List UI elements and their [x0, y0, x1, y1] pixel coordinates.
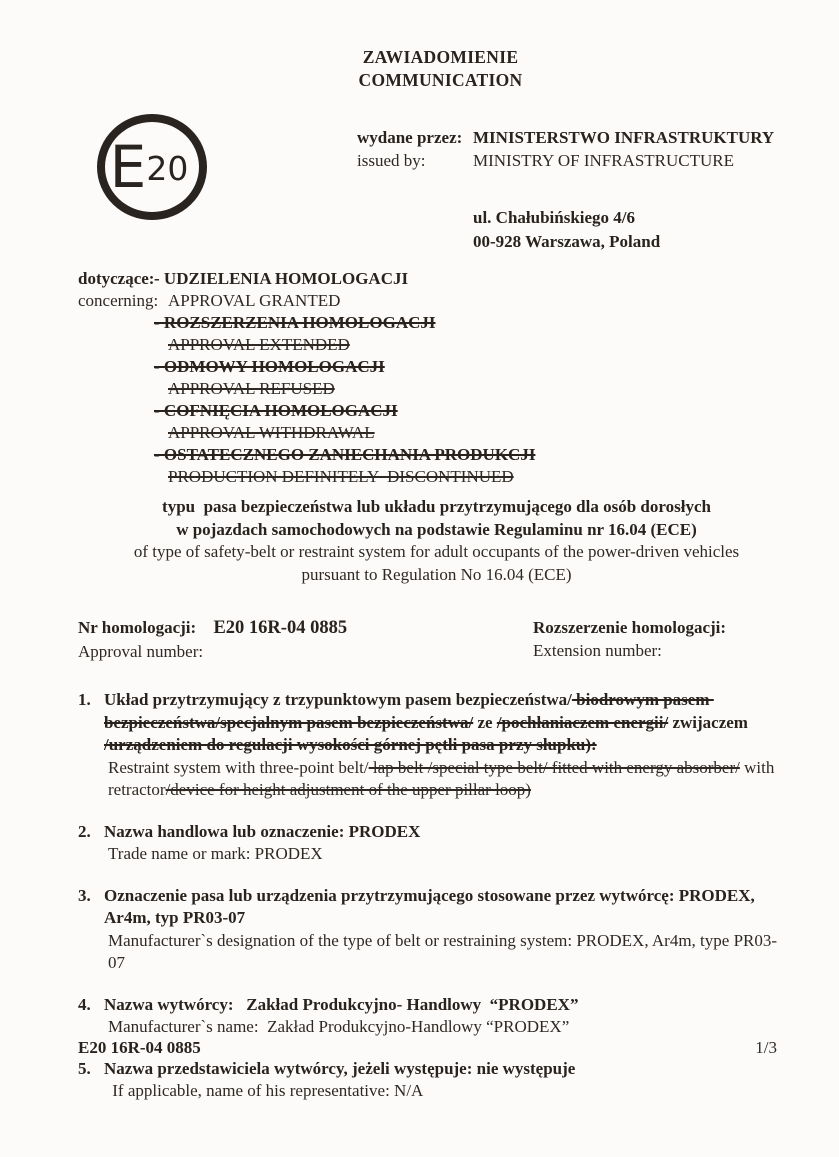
- concerning-item-pl: - COFNIĘCIA HOMOLOGACJI: [154, 401, 398, 420]
- issuer-name-en: MINISTRY OF INFRASTRUCTURE: [473, 151, 735, 170]
- text-segment: Restraint system with three-point belt/: [108, 757, 369, 777]
- approval-number-value: E20 16R-04 0885: [213, 618, 348, 638]
- issuer-address: [473, 206, 774, 254]
- item-text-en: [104, 930, 781, 975]
- struck-text-segment: /device for height adjustment of the upper pillar loop): [165, 780, 531, 799]
- approval-numbers-row: [78, 616, 781, 663]
- struck-text-segment: biodrowym pasem bezpieczeństwa/specjalnym pasem bezpieczeństwa/: [104, 690, 714, 732]
- numbered-item: [78, 821, 781, 866]
- item-body: [104, 689, 781, 802]
- item-text-pl: [104, 885, 781, 930]
- concerning-item-en: APPROVAL EXTENDED: [168, 335, 350, 354]
- extension-label-en: Extension number:: [533, 641, 662, 660]
- title-en: COMMUNICATION: [358, 70, 523, 90]
- issued-by-label-pl: wydane przez:: [357, 128, 463, 147]
- e-mark-letter: E: [109, 133, 147, 201]
- e20-approval-mark-icon: [97, 114, 207, 220]
- concerning-item: [154, 268, 781, 312]
- text-segment: Oznaczenie pasa lub urządzenia przytrzymującego stosowane przez wytwórcę: PRODEX, Ar4m, typ PR03-07: [104, 885, 759, 927]
- struck-text-segment: /urządzeniem do regulacji wysokości górnej pętli pasa przy słupku):: [104, 735, 597, 754]
- text-segment: Manufacturer`s designation of the type of belt or restraining system: PRODEX, Ar4m, type PR03-07: [108, 930, 778, 972]
- concerning-item-pl: - OSTATECZNEGO ZANIECHANIA PRODUKCJI: [154, 445, 536, 464]
- title-pl: ZAWIADOMIENIE: [362, 47, 519, 67]
- item-body: [104, 821, 781, 866]
- numbered-item: [78, 885, 781, 975]
- struck-text-segment: lap belt /special type belt/ fitted with energy absorber/: [368, 757, 740, 777]
- footer-page-indicator: 1/3: [755, 1038, 777, 1057]
- item-text-en: [104, 843, 781, 866]
- item-text-pl: [104, 1058, 781, 1081]
- issuer-block: [357, 126, 774, 254]
- numbered-item: [78, 994, 781, 1039]
- subject-pl-line1: typu pasa bezpieczeństwa lub układu przytrzymującego dla osób dorosłych: [162, 497, 711, 516]
- extension-number-block: [533, 616, 726, 663]
- subject-paragraph: [78, 496, 781, 586]
- item-text-pl: [104, 821, 781, 844]
- text-segment: with retractor: [108, 757, 779, 799]
- extension-label-pl: Rozszerzenie homologacji:: [533, 618, 727, 637]
- concerning-item-en: APPROVAL WITHDRAWAL: [168, 423, 375, 442]
- issuer-address-city: 00-928 Warszawa, Poland: [473, 232, 661, 251]
- concerning-item-pl: - ROZSZERZENIA HOMOLOGACJI: [154, 313, 436, 332]
- struck-text-segment: /pochłaniaczem energii/: [496, 712, 669, 732]
- concerning-item-pl: - ODMOWY HOMOLOGACJI: [154, 357, 385, 376]
- concerning-item-pl: - UDZIELENIA HOMOLOGACJI: [154, 269, 409, 288]
- numbered-item: [78, 1058, 781, 1103]
- text-segment: Manufacturer`s name: Zakład Produkcyjno-Handlowy “PRODEX”: [108, 1017, 570, 1036]
- text-segment: Układ przytrzymujący z trzypunktowym pasem bezpieczeństwa/: [104, 690, 572, 709]
- concerning-item: [154, 400, 781, 444]
- approval-number-label-pl: Nr homologacji:: [78, 618, 197, 637]
- issuer-address-street: ul. Chałubińskiego 4/6: [473, 208, 636, 227]
- subject-en-line1: of type of safety-belt or restraint system for adult occupants of the power-driven vehicles: [133, 542, 740, 561]
- text-segment: If applicable, name of his representative: N/A: [108, 1081, 424, 1100]
- approval-number-label-en: Approval number:: [78, 642, 204, 661]
- item-text-pl: [104, 689, 781, 757]
- concerning-item-en: APPROVAL REFUSED: [168, 379, 335, 398]
- text-segment: Nazwa handlowa lub oznaczenie: PRODEX: [104, 821, 421, 841]
- concerning-item: [154, 356, 781, 400]
- concerning-item: [154, 444, 781, 488]
- concerning-section: [78, 268, 781, 488]
- concerning-label-en: concerning:: [78, 291, 159, 310]
- item-number: 1.: [78, 690, 91, 709]
- concerning-item: [154, 312, 781, 356]
- issuer-name-pl: MINISTERSTWO INFRASTRUKTURY: [473, 128, 775, 147]
- item-body: [104, 885, 781, 975]
- text-segment: Nazwa wytwórcy: Zakład Produkcyjno- Handlowy “PRODEX”: [104, 994, 579, 1014]
- text-segment: ze: [473, 712, 497, 732]
- item-number: 4.: [78, 994, 91, 1014]
- item-text-en: [104, 757, 781, 802]
- concerning-labels: [78, 268, 159, 488]
- text-segment: zwijaczem: [668, 712, 753, 732]
- page-footer: [78, 1036, 777, 1059]
- item-body: [104, 1058, 781, 1103]
- footer-approval-number: E20 16R-04 0885: [78, 1038, 201, 1057]
- concerning-items: [154, 268, 781, 488]
- subject-en-line2: pursuant to Regulation No 16.04 (ECE): [301, 564, 572, 584]
- item-number: 3.: [78, 885, 91, 905]
- issued-by-label-en: issued by:: [357, 151, 426, 170]
- text-segment: Nazwa przedstawiciela wytwórcy, jeżeli występuje: nie występuje: [104, 1058, 576, 1078]
- subject-pl-line2: w pojazdach samochodowych na podstawie Regulaminu nr 16.04 (ECE): [176, 519, 697, 539]
- item-text-pl: [104, 994, 781, 1017]
- item-text-en: [104, 1080, 781, 1103]
- item-number: 5.: [78, 1058, 91, 1078]
- document-title: [78, 46, 781, 92]
- logo-issuer-row: [78, 112, 781, 254]
- numbered-item: [78, 689, 781, 802]
- concerning-label-pl: dotyczące:: [78, 269, 155, 288]
- concerning-item-en: PRODUCTION DEFINITELY DISCONTINUED: [168, 467, 514, 486]
- text-segment: Trade name or mark: PRODEX: [108, 844, 323, 863]
- approval-number-block: [78, 616, 533, 663]
- item-number: 2.: [78, 821, 91, 841]
- concerning-item-en: APPROVAL GRANTED: [168, 291, 341, 310]
- item-body: [104, 994, 781, 1039]
- e-mark-number: 20: [146, 148, 189, 188]
